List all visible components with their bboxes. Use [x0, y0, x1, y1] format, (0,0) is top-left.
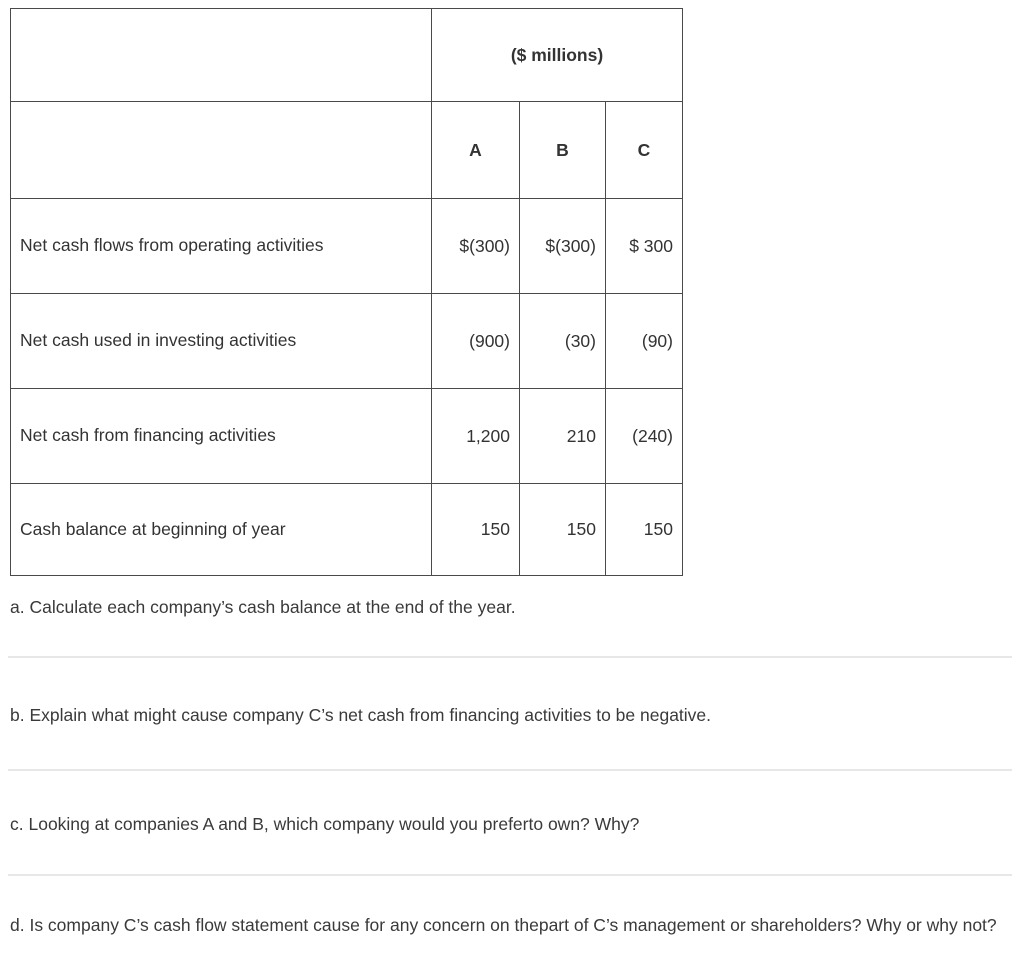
question-d-text: d. Is company C’s cash flow statement cause for any concern on thepart of C’s management or shareholders? Why or why not? — [10, 915, 997, 935]
cell-financing-b: 210 — [520, 389, 606, 484]
table-row — [11, 389, 683, 484]
cell-investing-b: (30) — [520, 294, 606, 389]
cell-beginning-balance-b: 150 — [520, 484, 606, 576]
table-row — [11, 294, 683, 389]
table-row — [11, 199, 683, 294]
row-label-investing-activities: Net cash used in investing activities — [11, 294, 432, 389]
cash-flow-table-container — [10, 8, 682, 576]
cell-operating-c: $ 300 — [606, 199, 683, 294]
cell-beginning-balance-c: 150 — [606, 484, 683, 576]
cell-financing-c: (240) — [606, 389, 683, 484]
cell-investing-c: (90) — [606, 294, 683, 389]
column-header-a: A — [432, 102, 520, 199]
cell-operating-b: $(300) — [520, 199, 606, 294]
unit-header-cell: ($ millions) — [432, 9, 683, 102]
question-c-text: c. Looking at companies A and B, which company would you preferto own? Why? — [10, 814, 640, 834]
questions-list — [0, 576, 1024, 952]
cell-operating-a: $(300) — [432, 199, 520, 294]
row-label-financing-activities: Net cash from financing activities — [11, 389, 432, 484]
question-a-text: a. Calculate each company’s cash balance at the end of the year. — [10, 597, 516, 617]
company-header-blank-cell — [11, 102, 432, 199]
column-header-c: C — [606, 102, 683, 199]
row-label-beginning-cash-balance: Cash balance at beginning of year — [11, 484, 432, 576]
question-item-c — [0, 771, 1024, 874]
cash-flow-table — [10, 8, 683, 576]
cell-investing-a: (900) — [432, 294, 520, 389]
table-header-row-unit — [11, 9, 683, 102]
table-row — [11, 484, 683, 576]
question-item-d — [0, 876, 1024, 952]
question-b-text: b. Explain what might cause company C’s net cash from financing activities to be negative. — [10, 705, 712, 725]
row-label-operating-activities: Net cash flows from operating activities — [11, 199, 432, 294]
table-header-row-companies — [11, 102, 683, 199]
header-corner-cell — [11, 9, 432, 102]
cell-financing-a: 1,200 — [432, 389, 520, 484]
cell-beginning-balance-a: 150 — [432, 484, 520, 576]
question-item-b — [0, 658, 1024, 769]
column-header-b: B — [520, 102, 606, 199]
question-item-a — [0, 576, 1024, 656]
